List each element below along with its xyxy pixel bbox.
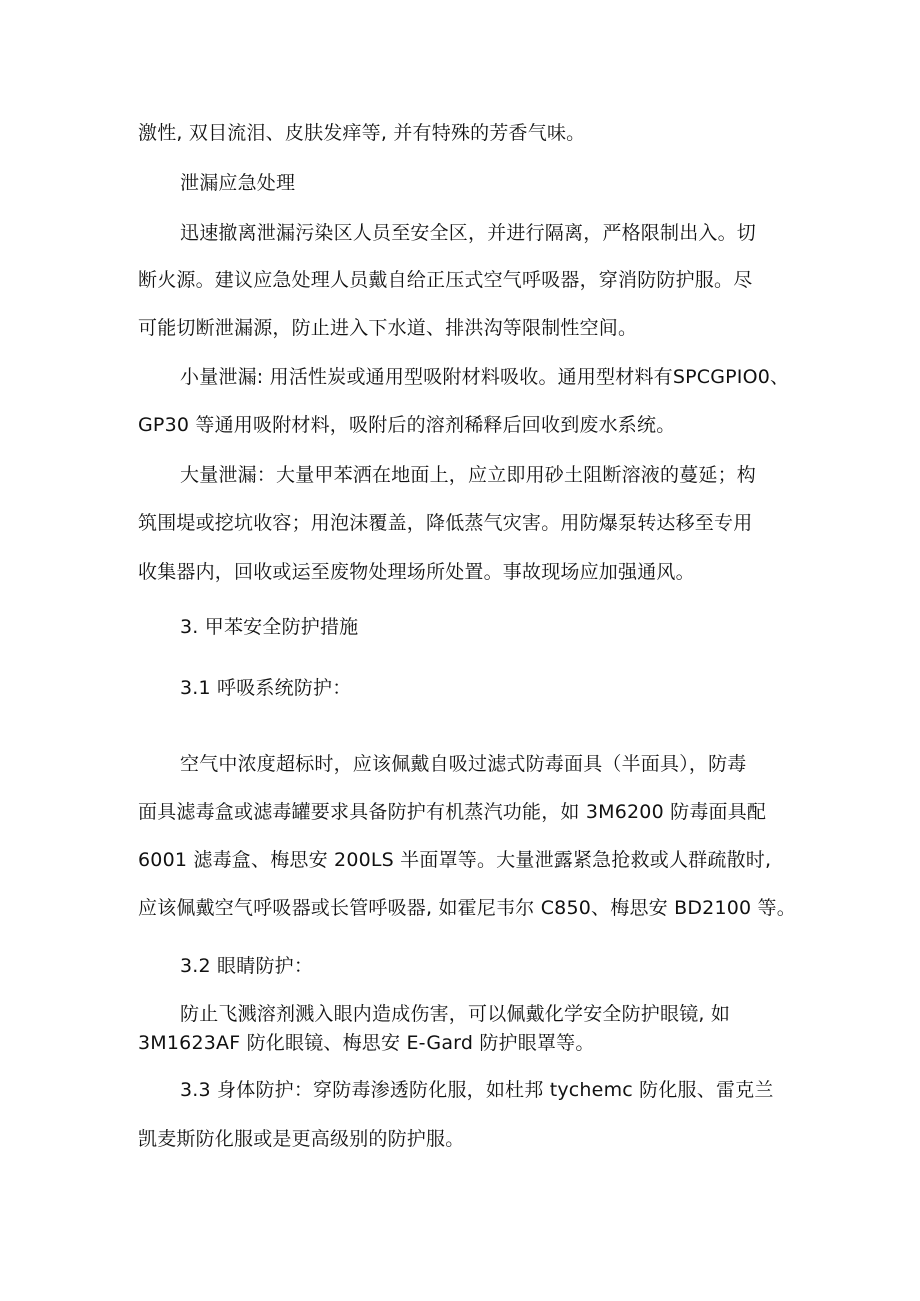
text-line-15: 6001 滤毒盒、梅思安 200LS 半面罩等。大量泄露紧急抢救或人群疏散时, [138, 849, 772, 871]
text-line-9: 筑围堤或挖坑收容；用泡沫覆盖，降低蒸气灾害。用防爆泵转达移至专用 [138, 512, 753, 534]
text-line-13: 空气中浓度超标时，应该佩戴自吸过滤式防毒面具（半面具），防毒 [180, 753, 747, 775]
section-heading-spill-handling: 泄漏应急处理 [180, 172, 296, 194]
text-line-7: GP30 等通用吸附材料，吸附后的溶剂稀释后回收到废水系统。 [138, 414, 676, 436]
subsection-heading-3-3: 3.3 身体防护：穿防毒渗透防化服，如杜邦 tychemc 防化服、雷克兰 [180, 1079, 774, 1101]
subsection-heading-3-1: 3.1 呼吸系统防护： [180, 677, 352, 699]
text-line-18: 防止飞溅溶剂溅入眼内造成伤害，可以佩戴化学安全防护眼镜, 如 [180, 1003, 731, 1025]
text-line-16: 应该佩戴空气呼吸器或长管呼吸器, 如霍尼韦尔 C850、梅思安 BD2100 等。 [138, 897, 796, 919]
text-line-1: 激性, 双目流泪、皮肤发痒等, 并有特殊的芳香气味。 [138, 122, 586, 144]
text-line-19: 3M1623AF 防化眼镜、梅思安 E-Gard 防护眼罩等。 [138, 1032, 595, 1054]
text-line-4: 断火源。建议应急处理人员戴自给正压式空气呼吸器，穿消防防护服。尽 [138, 269, 753, 291]
subsection-heading-3-2: 3.2 眼睛防护： [180, 955, 314, 977]
text-line-6: 小量泄漏: 用活性炭或通用型吸附材料吸收。通用型材料有SPCGPIO0、 [180, 366, 790, 388]
section-heading-3: 3. 甲苯安全防护措施 [180, 616, 359, 638]
text-line-10: 收集器内，回收或运至废物处理场所处置。事故现场应加强通风。 [138, 561, 695, 583]
text-line-5: 可能切断泄漏源，防止进入下水道、排洪沟等限制性空间。 [138, 317, 638, 339]
text-line-8: 大量泄漏：大量甲苯洒在地面上，应立即用砂土阻断溶液的蔓延；构 [180, 464, 757, 486]
text-line-21: 凯麦斯防化服或是更高级别的防护服。 [138, 1128, 465, 1150]
text-line-3: 迅速撤离泄漏污染区人员至安全区，并进行隔离，严格限制出入。切 [180, 222, 757, 244]
text-line-14: 面具滤毒盒或滤毒罐要求具备防护有机蒸汽功能，如 3M6200 防毒面具配 [138, 801, 767, 823]
